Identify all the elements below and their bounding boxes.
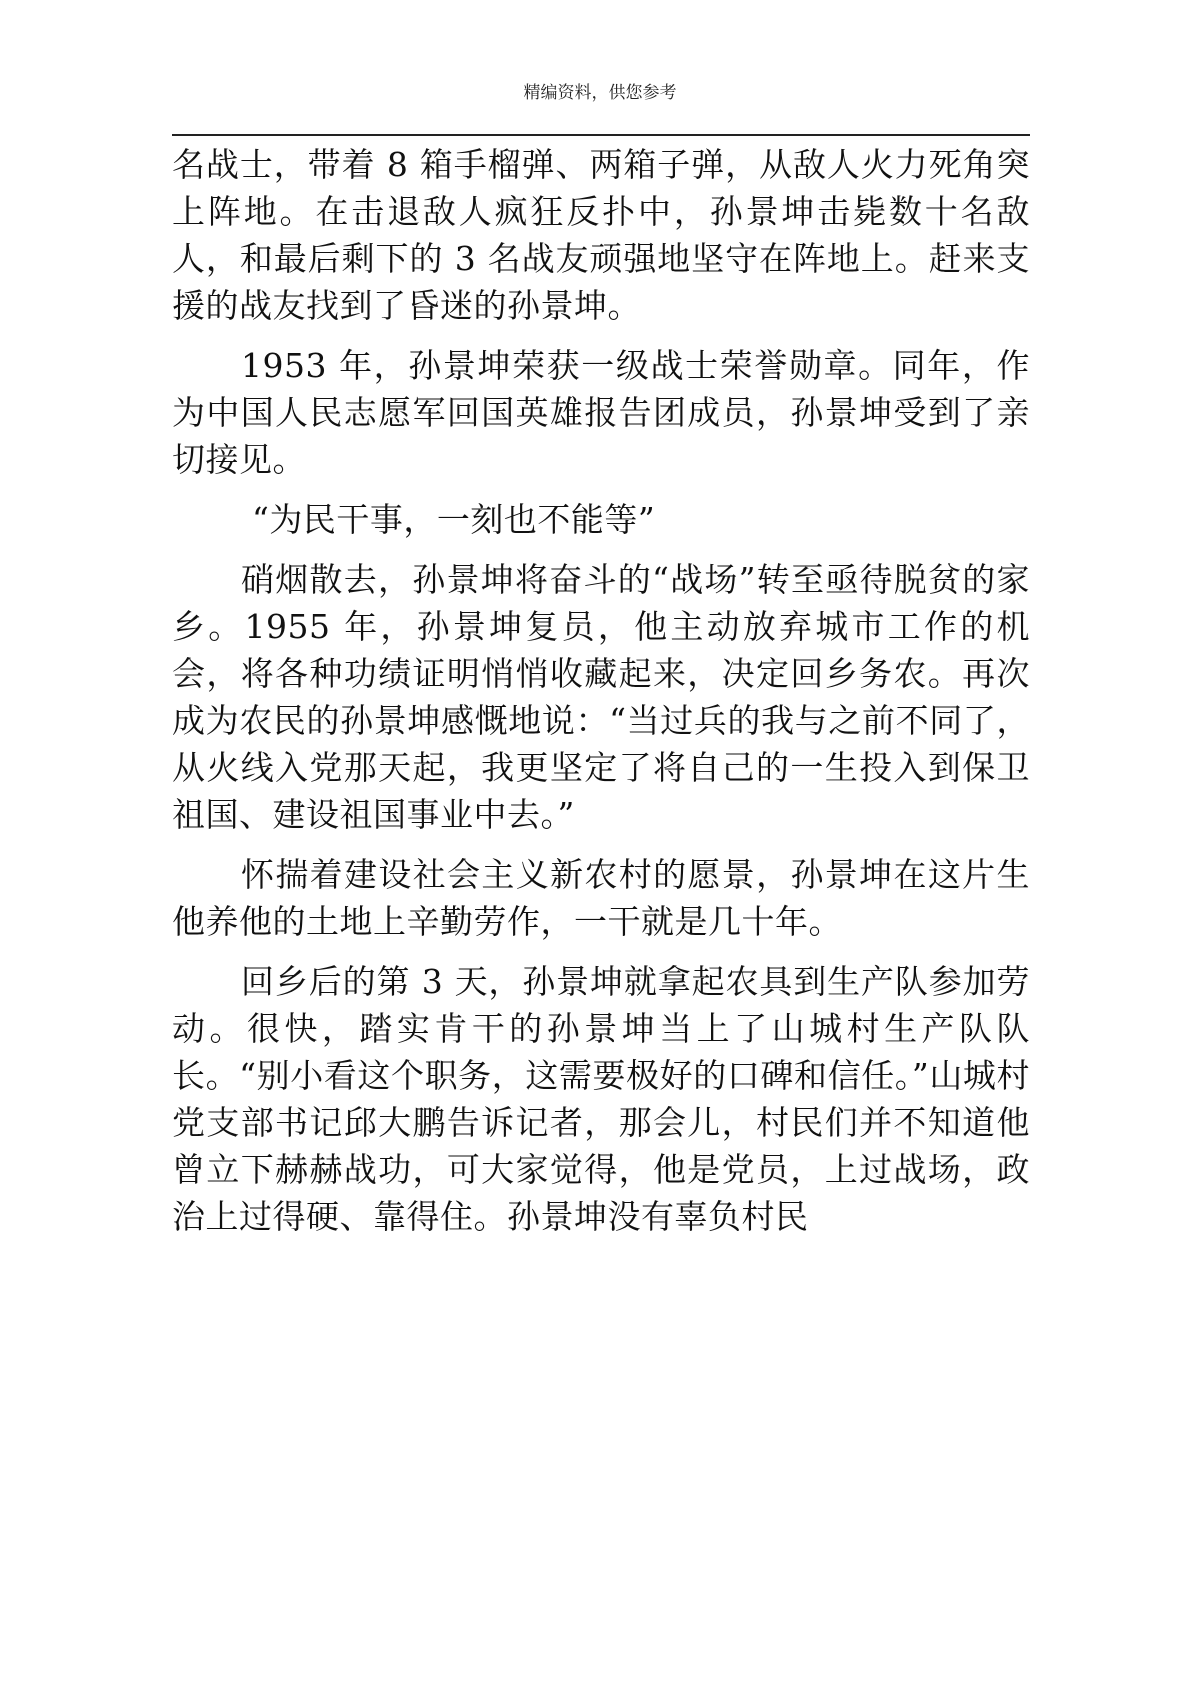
page-header: 精编资料，供您参考 — [523, 83, 677, 103]
document-body — [172, 141, 1030, 1240]
section-heading: “为民干事，一刻也不能等” — [252, 500, 656, 539]
paragraph-return-home: 硝烟散去，孙景坤将奋斗的“战场”转至亟待脱贫的家乡。1955 年，孙景坤复员，他主动放弃城市工作的机会，将各种功绩证明悄悄收藏起来，决定回乡务农。再次成为农民的孙景坤感慨地说：“当过兵的我与之前不同了，从火线入党那天起，我更坚定了将自己的一生投入到保卫祖国、建设祖国事业中去。” — [172, 560, 1030, 834]
paragraph-continuation: 名战士，带着 8 箱手榴弹、两箱子弹，从敌人火力死角突上阵地。在击退敌人疯狂反扑中，孙景坤击毙数十名敌人，和最后剩下的 3 名战友顽强地坚守在阵地上。赶来支援的战友找到了昏迷的孙景坤。 — [172, 145, 1030, 325]
paragraph-new-village: 怀揣着建设社会主义新农村的愿景，孙景坤在这片生他养他的土地上辛勤劳作，一干就是几十年。 — [172, 855, 1030, 941]
paragraph-1953-honor: 1953 年，孙景坤荣获一级战士荣誉勋章。同年，作为中国人民志愿军回国英雄报告团成员，孙景坤受到了亲切接见。 — [172, 346, 1030, 479]
paragraph-production-team: 回乡后的第 3 天，孙景坤就拿起农具到生产队参加劳动。很快，踏实肯干的孙景坤当上了山城村生产队队长。“别小看这个职务，这需要极好的口碑和信任。”山城村党支部书记邱大鹏告诉记者，那会儿，村民们并不知道他曾立下赫赫战功，可大家觉得，他是党员，上过战场，政治上过得硬、靠得住。孙景坤没有辜负村民 — [172, 962, 1030, 1236]
header-divider — [172, 134, 1030, 136]
